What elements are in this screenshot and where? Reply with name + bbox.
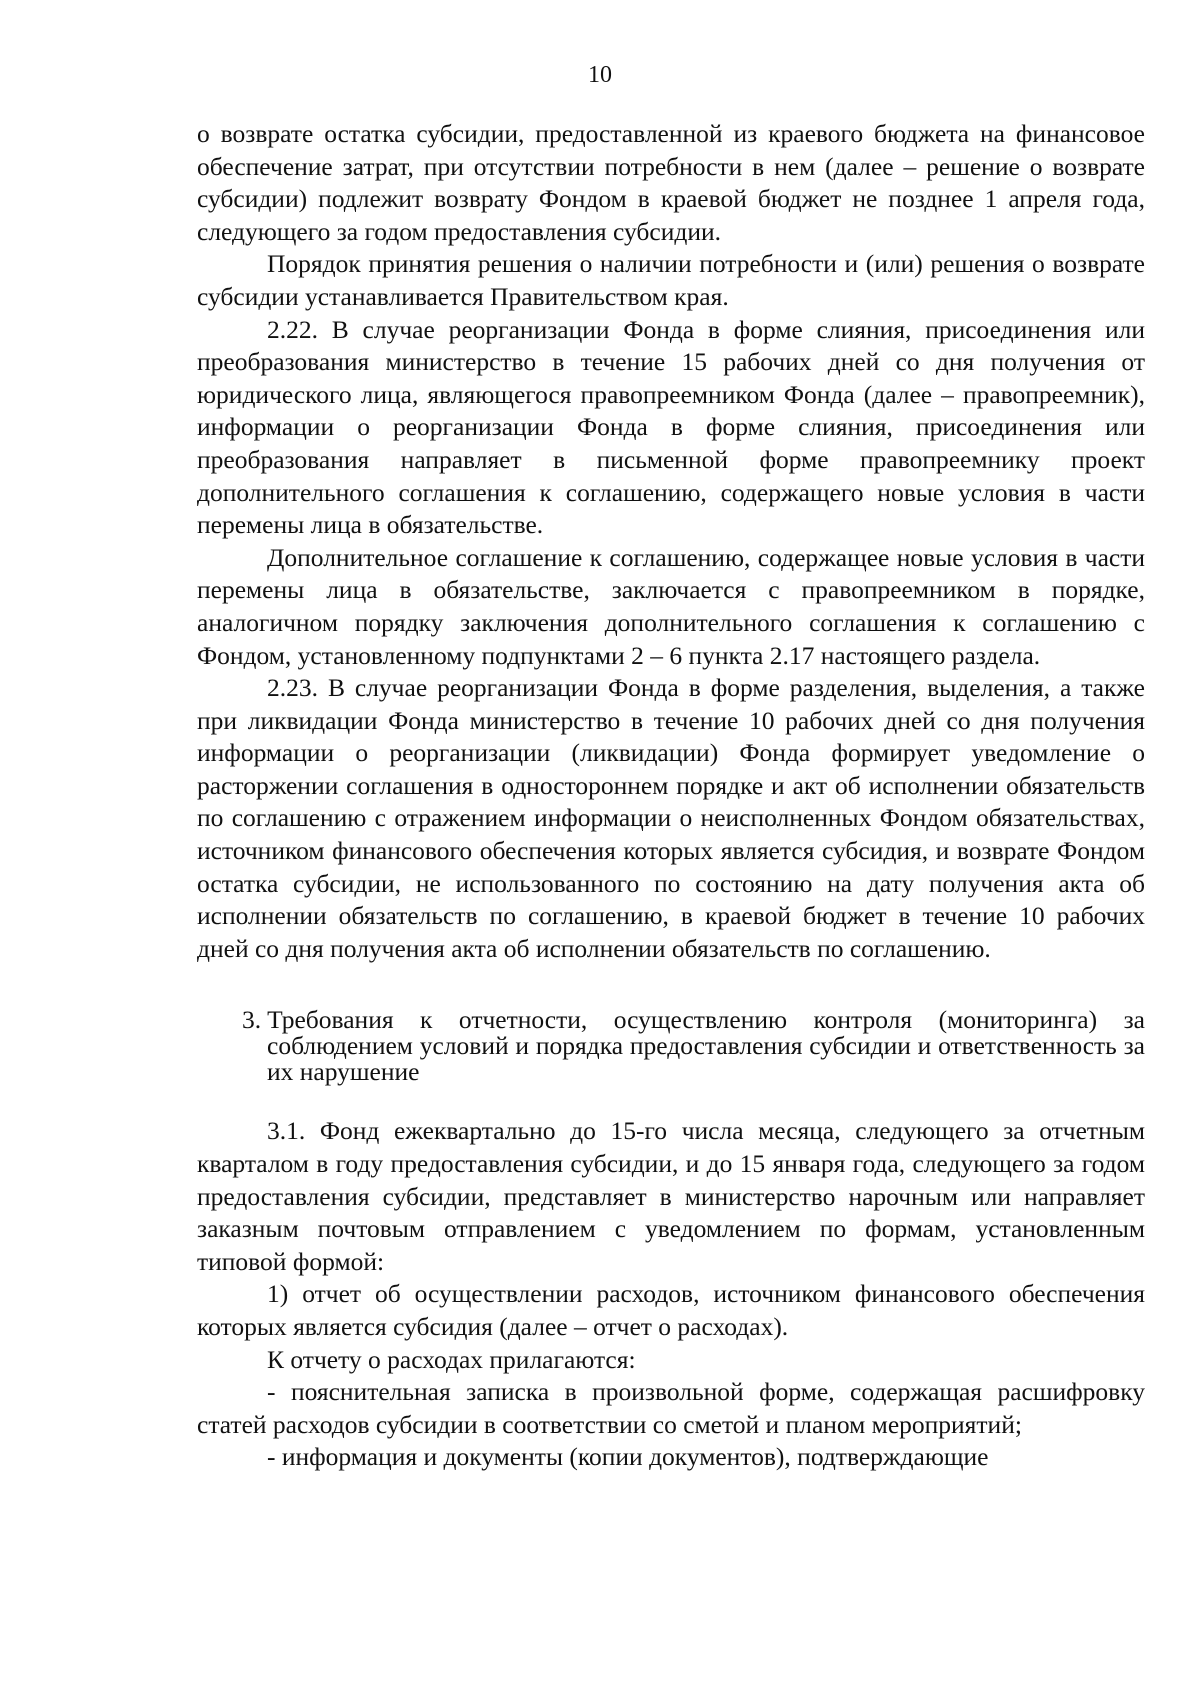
paragraph-2-22: 2.22. В случае реорганизации Фонда в форме слияния, присоединения или преобразования министерство в течение 15 рабочих дней со дня получения от юридического лица, являющегося правопреемником Фонда (далее – правопреемник), информации о реорганизации Фонда в форме слияния, присоединения или преобразования направляет в письменной форме правопреемнику проект дополнительного соглашения к соглашению, содержащего новые условия в части перемены лица в обязательстве. xyxy=(197,314,1145,540)
paragraph: - информация и документы (копии документов), подтверждающие xyxy=(267,1442,989,1472)
paragraph: Дополнительное соглашение к соглашению, содержащее новые условия в части перемены лица в обязательстве, заключается с правопреемником в порядке, аналогичном порядку заключения дополнительного соглашения к соглашению с Фондом, установленному подпунктами 2 – 6 пункта 2.17 настоящего раздела. xyxy=(197,542,1145,670)
paragraph: - пояснительная записка в произвольной форме, содержащая расшифровку статей расходов субсидии в соответствии со сметой и планом мероприятий; xyxy=(197,1377,1145,1439)
paragraph-2-23: 2.23. В случае реорганизации Фонда в форме разделения, выделения, а также при ликвидации Фонда министерство в течение 10 рабочих дней со дня получения информации о реорганизации (ликвидации) Фонда формирует уведомление о расторжении соглашения в одностороннем порядке и акт об исполнении обязательств по соглашению с отражением информации о неисполненных Фондом обязательствах, источником финансового обеспечения которых является субсидия, и возврате Фондом остатка субсидии, не использованного по состоянию на дату получения акта об исполнении обязательств по соглашению, в краевой бюджет в течение 10 рабочих дней со дня получения акта об исполнении обязательств по соглашению. xyxy=(197,673,1145,963)
document-body xyxy=(197,118,1145,1474)
paragraph: о возврате остатка субсидии, предоставленной из краевого бюджета на финансовое обеспечение затрат, при отсутствии потребности в нем (далее – решение о возврате субсидии) подлежит возврату Фондом в краевой бюджет не позднее 1 апреля года, следующего за годом предоставления субсидии. xyxy=(197,119,1145,246)
section-number: 3. xyxy=(242,1005,262,1035)
paragraph-3-1: 3.1. Фонд ежеквартально до 15-го числа месяца, следующего за отчетным кварталом в году предоставления субсидии, и до 15 января года, следующего за годом предоставления субсидии, представляет в министерство нарочным или направляет заказным почтовым отправлением с уведомлением по формам, установленным типовой формой: xyxy=(197,1116,1145,1276)
section-title: Требования к отчетности, осуществлению контроля (мониторинга) за соблюдением условий и порядка предоставления субсидии и ответственность за их нарушение xyxy=(267,1005,1145,1087)
paragraph: К отчету о расходах прилагаются: xyxy=(267,1344,636,1374)
page-number: 10 xyxy=(588,62,612,88)
section-heading xyxy=(197,1007,1145,1085)
paragraph: 1) отчет об осуществлении расходов, источником финансового обеспечения которых является субсидия (далее – отчет о расходах). xyxy=(197,1279,1145,1341)
paragraph: Порядок принятия решения о наличии потребности и (или) решения о возврате субсидии устанавливается Правительством края. xyxy=(197,249,1145,311)
